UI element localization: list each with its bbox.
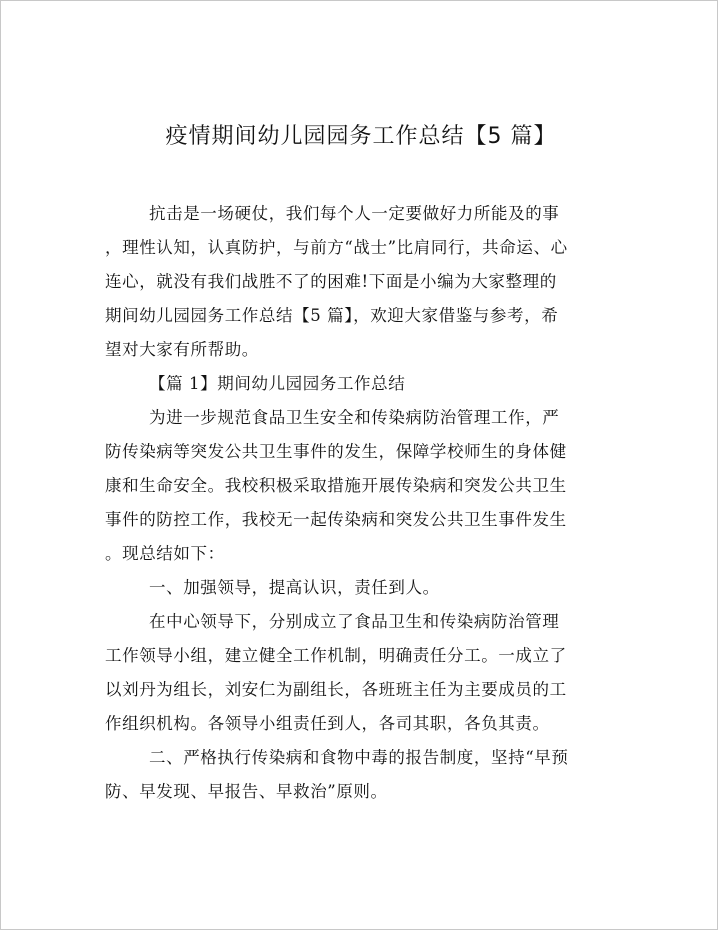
text-line: 防传染病等突发公共卫生事件的发生，保障学校师生的身体健 xyxy=(105,442,567,461)
text-line: 望对大家有所帮助。 xyxy=(105,340,259,359)
text-line: 一、加强领导，提高认识，责任到人。 xyxy=(149,578,440,597)
document-body xyxy=(105,197,617,809)
text-line: 以刘丹为组长，刘安仁为副组长，各班班主任为主要成员的工 xyxy=(105,680,567,699)
text-line: 期间幼儿园园务工作总结【5 篇】，欢迎大家借鉴与参考，希 xyxy=(105,306,559,325)
text-line: 事件的防控工作，我校无一起传染病和突发公共卫生事件发生 xyxy=(105,510,567,529)
text-line: ，理性认知，认真防护，与前方“战士”比肩同行，共命运、心 xyxy=(105,238,568,257)
text-line: 在中心领导下，分别成立了食品卫生和传染病防治管理 xyxy=(149,612,560,631)
text-line: 康和生命安全。我校积极采取措施开展传染病和突发公共卫生 xyxy=(105,476,567,495)
text-line: 连心，就没有我们战胜不了的困难!下面是小编为大家整理的 xyxy=(105,272,557,291)
document-title: 疫情期间幼儿园园务工作总结【5 篇】 xyxy=(165,124,557,149)
text-line: 【篇 1】期间幼儿园园务工作总结 xyxy=(149,374,406,393)
text-line: 防、早发现、早报告、早救治”原则。 xyxy=(105,782,388,801)
text-line: 抗击是一场硬仗，我们每个人一定要做好力所能及的事 xyxy=(149,204,560,223)
text-line: 为进一步规范食品卫生安全和传染病防治管理工作，严 xyxy=(149,408,560,427)
text-line: 工作领导小组，建立健全工作机制，明确责任分工。一成立了 xyxy=(105,646,567,665)
text-line: 二、严格执行传染病和食物中毒的报告制度，坚持“早预 xyxy=(149,748,569,767)
text-line: 作组织机构。各领导小组责任到人，各司其职，各负其责。 xyxy=(105,714,550,733)
text-line: 。现总结如下： xyxy=(105,544,225,563)
